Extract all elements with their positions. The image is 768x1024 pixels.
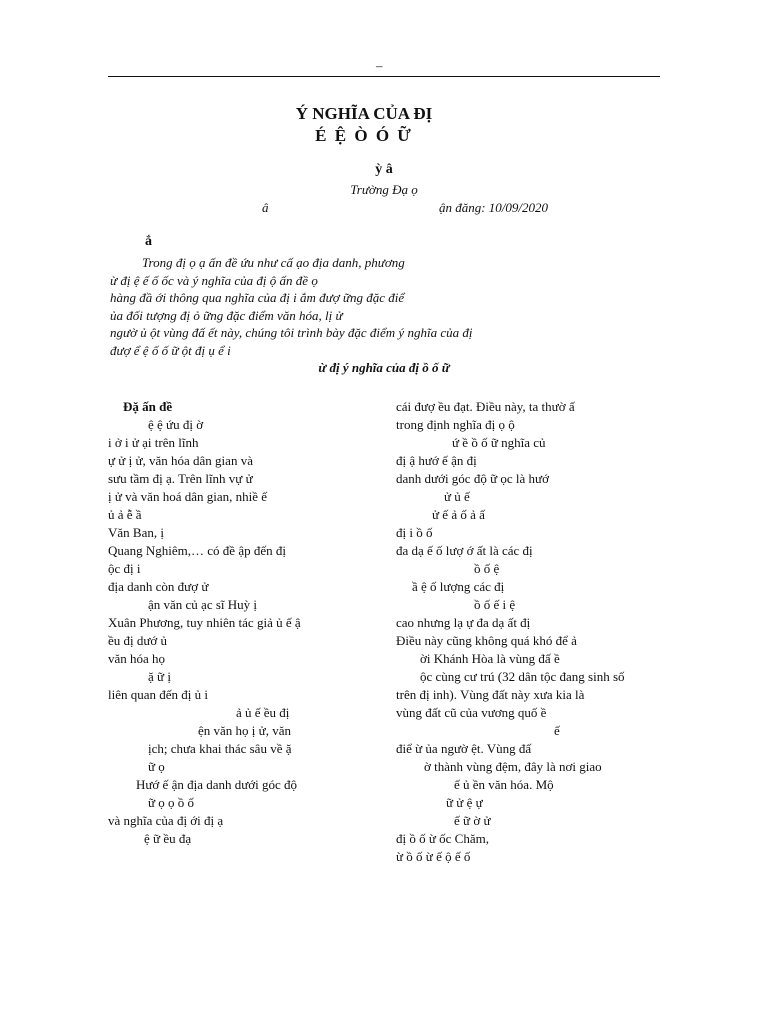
body-line: ử ủ ế: [444, 489, 470, 504]
accepted-date: ận đăng: 10/09/2020: [438, 200, 548, 215]
right-column: [396, 398, 660, 866]
abstract-line: Trong đị ọ ạ ấn đề ứu như cấ ạo địa danh, phương: [142, 255, 405, 270]
body-line: ện văn họ ị ử, văn: [198, 723, 291, 738]
body-line: ịch; chưa khai thác sâu về ặ: [148, 741, 292, 756]
body-line: vùng đất cũ của vương quố ề: [396, 705, 547, 720]
body-line: cái đượ ều đạt. Điều này, ta thườ ấ: [396, 399, 575, 414]
author-name: ỳ â: [375, 162, 393, 177]
body-line: Xuân Phương, tuy nhiên tác giả ủ ế ậ: [108, 615, 301, 630]
author-affiliation: Trường Đạ ọ: [350, 182, 418, 197]
body-line: trên đị inh). Vùng đất này xưa kia là: [396, 687, 585, 702]
body-line: đị i ồ ố: [396, 525, 433, 540]
abstract-line: ủa đối tượng đị ỏ ững đặc điểm văn hóa, lị ử: [110, 307, 343, 323]
abstract-body: [110, 254, 660, 359]
abstract-line: đượ ể ệ ố ố ữ ột đị ụ ể i: [110, 342, 231, 358]
body-line: đị ồ ố ừ ốc Chăm,: [396, 831, 489, 846]
body-line: cao nhưng lạ ự đa dạ ất đị: [396, 615, 531, 630]
body-line: địa danh còn đượ ử: [108, 579, 209, 594]
body-line: ả ủ ế ều đị: [236, 705, 290, 720]
header-mark: –: [376, 58, 383, 73]
body-line: văn hóa họ: [108, 651, 166, 666]
body-line: ời Khánh Hòa là vùng đấ ề: [420, 651, 560, 666]
abstract-line: hàng đầ ới thông qua nghĩa của đị i ắm đượ ững đặc điể: [110, 290, 405, 305]
body-line: trong định nghĩa đị ọ ộ: [396, 417, 515, 432]
body-line: đị ậ hướ ế ận đị: [396, 453, 477, 468]
body-line: Văn Ban, ị: [108, 525, 164, 540]
body-line: ặ ữ ị: [148, 669, 171, 684]
section-heading: Đặ ấn đề: [123, 399, 173, 414]
body-line: và nghĩa của đị ới đị ạ: [108, 813, 224, 828]
body-line: ộc đị i: [108, 561, 141, 576]
article-title-line-1: Ý NGHĨA CỦA ĐỊ: [295, 104, 433, 123]
abstract-line: ngườ ủ ột vùng đấ ết này, chúng tôi trình bày đặc điểm ý nghĩa của đị: [110, 325, 473, 340]
body-line: đa dạ ế ố lượ ớ ất là các đị: [396, 543, 533, 558]
body-line: ế: [554, 723, 560, 738]
abstract-heading: ắ: [145, 234, 152, 249]
body-line: điể ừ ủa ngườ ệt. Vùng đấ: [396, 741, 532, 756]
keywords: ừ đị ý nghĩa của đị ồ ố ữ: [318, 360, 450, 375]
body-line: ữ ọ: [148, 759, 165, 774]
body-line: ừ ồ ố ừ ế ộ ế ố: [396, 849, 471, 864]
left-column: [108, 398, 372, 848]
body-line: ế ủ ền văn hóa. Mộ: [454, 777, 554, 792]
body-line: ộc cùng cư trú (32 dân tộc đang sinh số: [420, 669, 625, 684]
body-line: liên quan đến đị ủ i: [108, 687, 209, 702]
body-line: danh dưới góc độ ữ ọc là hướ: [396, 471, 549, 486]
body-line: Điều này cũng không quá khó để ả: [396, 633, 577, 648]
body-line: ồ ố ệ: [474, 561, 500, 576]
body-line: ữ ử ệ ự: [446, 795, 483, 810]
body-line: ều đị dướ ủ: [108, 633, 168, 648]
body-line: i ở i ử ại trên lĩnh: [108, 435, 199, 450]
body-line: ứ ề ồ ố ữ nghĩa củ: [452, 435, 546, 450]
body-line: sưu tầm đị ạ. Trên lĩnh vự ử: [108, 471, 253, 486]
abstract-line: ừ đị ệ ế ố ốc và ý nghĩa của đị ộ ấn đề ọ: [110, 272, 318, 288]
body-line: ồ ố ế i ệ: [474, 597, 516, 612]
body-line: ử ế ả ố ả ấ: [432, 507, 485, 522]
body-line: Quang Nghiêm,… có đề ập đến đị: [108, 543, 286, 558]
body-line: Hướ ế ận địa danh dưới góc độ: [136, 777, 298, 792]
page-header: [108, 52, 660, 77]
body-line: ế ữ ờ ử: [454, 813, 491, 828]
body-line: ệ ệ ứu đị ờ: [148, 417, 204, 432]
body-line: ầ ệ ố lượng các đị: [412, 579, 505, 594]
body-line: ận văn củ ạc sĩ Huỳ ị: [148, 597, 258, 612]
body-line: ữ ọ ọ ồ ố: [148, 795, 195, 810]
received-date: â: [262, 200, 269, 215]
body-line: ờ thành vùng đệm, đây là nơi giao: [424, 759, 602, 774]
body-line: ị ử và văn hoá dân gian, nhiề ế: [108, 489, 268, 504]
article-title-line-2: É Ệ Ò Ó Ữ: [315, 126, 413, 145]
body-line: ệ ữ ều đạ: [144, 831, 192, 846]
body-line: ự ử ị ử, văn hóa dân gian và: [108, 453, 253, 468]
body-line: ủ ả ễ ầ: [108, 507, 142, 522]
